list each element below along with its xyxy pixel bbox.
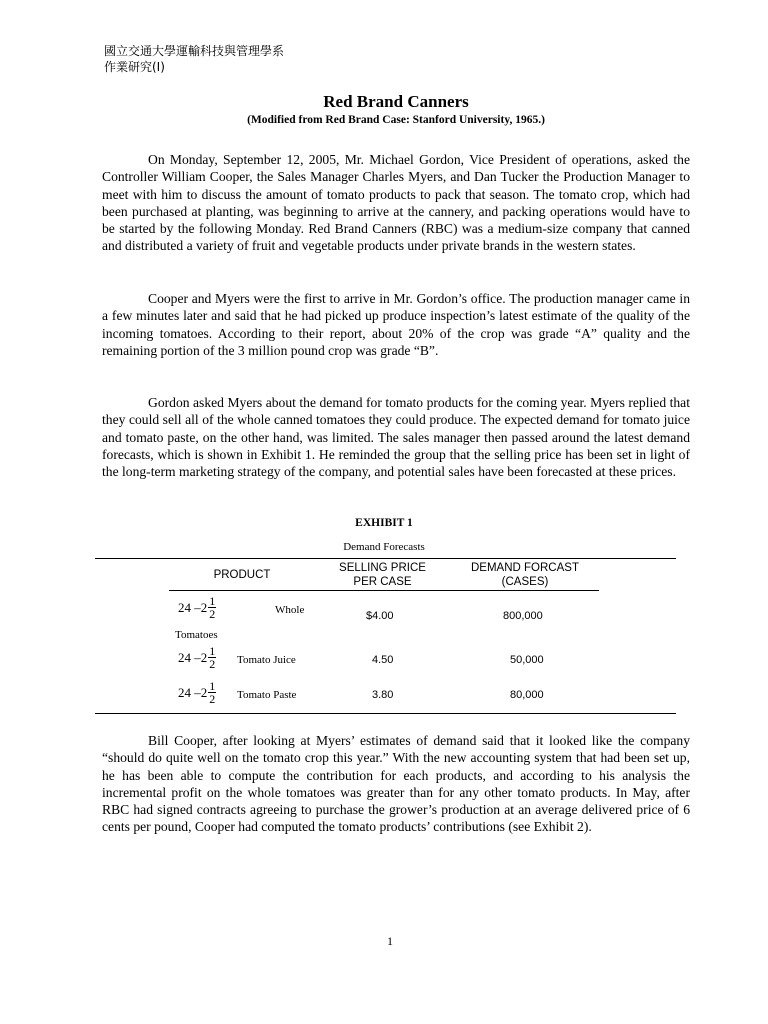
product-name-paste: Tomato Paste [237,689,297,701]
product-name-whole: Whole [275,604,305,616]
paragraph-1: On Monday, September 12, 2005, Mr. Michael Gordon, Vice President of operations, asked the Controller William Cooper, the Sales Manager Charles Myers, and Dan Tucker the Production Manager to meet with him to discuss the amount of tomato products to pack that season. The tomato crop, which had been purchased at planting, was beginning to arrive at the cannery, and packing operations would have to be started by the following Monday. Red Brand Canners (RBC) was a medium-size company that canned and distributed a variety of fruit and vegetable products under private brands in the western states. [102,152,690,254]
table-row-whole-size [178,595,216,620]
fraction-denominator: 2 [209,692,216,706]
col-header-price-line1: SELLING PRICE [339,562,426,574]
table-row-paste-size [178,680,216,705]
table-bottom-rule [95,713,676,714]
fraction-numerator: 1 [209,644,216,658]
col-header-product: PRODUCT [213,569,271,581]
size-fraction [208,595,216,620]
page-number: 1 [387,934,393,948]
col-header-demand [455,561,595,589]
fraction-numerator: 1 [209,679,216,693]
demand-whole: 800,000 [503,610,543,622]
fraction-denominator: 2 [209,657,216,671]
size-prefix: 24 –2 [178,684,208,700]
size-fraction [208,645,216,670]
size-prefix: 24 –2 [178,599,208,615]
table-header-rule [169,590,599,591]
document-subtitle: (Modified from Red Brand Case: Stanford University, 1965.) [247,114,545,126]
fraction-denominator: 2 [209,607,216,621]
price-paste: 3.80 [372,689,394,701]
demand-paste: 80,000 [510,689,544,701]
paragraph-3: Gordon asked Myers about the demand for tomato products for the coming year. Myers replied that they could sell all of the whole canned tomatoes they could produce. The expected demand for tomato juice and tomato paste, on the other hand, was limited. The sales manager then passed around the latest demand forecasts, which is shown in Exhibit 1. He reminded the group that the selling price has been set in light of the long-term marketing strategy of the company, and potential sales have been forecasted at these prices. [102,395,690,480]
exhibit-subtitle: Demand Forecasts [343,541,425,553]
size-prefix: 24 –2 [178,649,208,665]
exhibit-title: EXHIBIT 1 [355,517,413,529]
size-fraction [208,680,216,705]
col-header-demand-line1: DEMAND FORCAST [471,562,579,574]
paragraph-2: Cooper and Myers were the first to arrive in Mr. Gordon’s office. The production manager came in a few minutes later and said that he had picked up produce inspection’s latest estimate of the quality of the incoming tomatoes. According to their report, about 20% of the crop was grade “A” quality and the remaining portion of the 3 million pound crop was grade “B”. [102,291,690,358]
document-title: Red Brand Canners [323,92,469,111]
fraction-numerator: 1 [209,594,216,608]
table-top-rule [95,558,676,559]
product-name-whole-cont: Tomatoes [175,629,218,641]
table-row-juice-size [178,645,216,670]
col-header-demand-line2: (CASES) [501,576,549,588]
col-header-price [310,561,455,589]
price-whole: $4.00 [366,610,394,622]
paragraph-4: Bill Cooper, after looking at Myers’ estimates of demand said that it looked like the company “should do quite well on the tomato crop this year.” With the new accounting system that had been set up, he has been able to compute the contribution for each products, and according to his analysis the incremental profit on the whole tomatoes was greater than for any other tomato products. In May, after RBC had signed contracts agreeing to purchase the grower’s production at an average delivered price of 6 cents per pound, Cooper had computed the tomato products’ contributions (see Exhibit 2). [102,733,690,835]
course-header: 作業研究(I) [104,60,165,74]
department-header: 國立交通大學運輸科技與管理學系 [104,44,285,58]
demand-juice: 50,000 [510,654,544,666]
price-juice: 4.50 [372,654,394,666]
product-name-juice: Tomato Juice [237,654,296,666]
col-header-price-line2: PER CASE [353,576,412,588]
